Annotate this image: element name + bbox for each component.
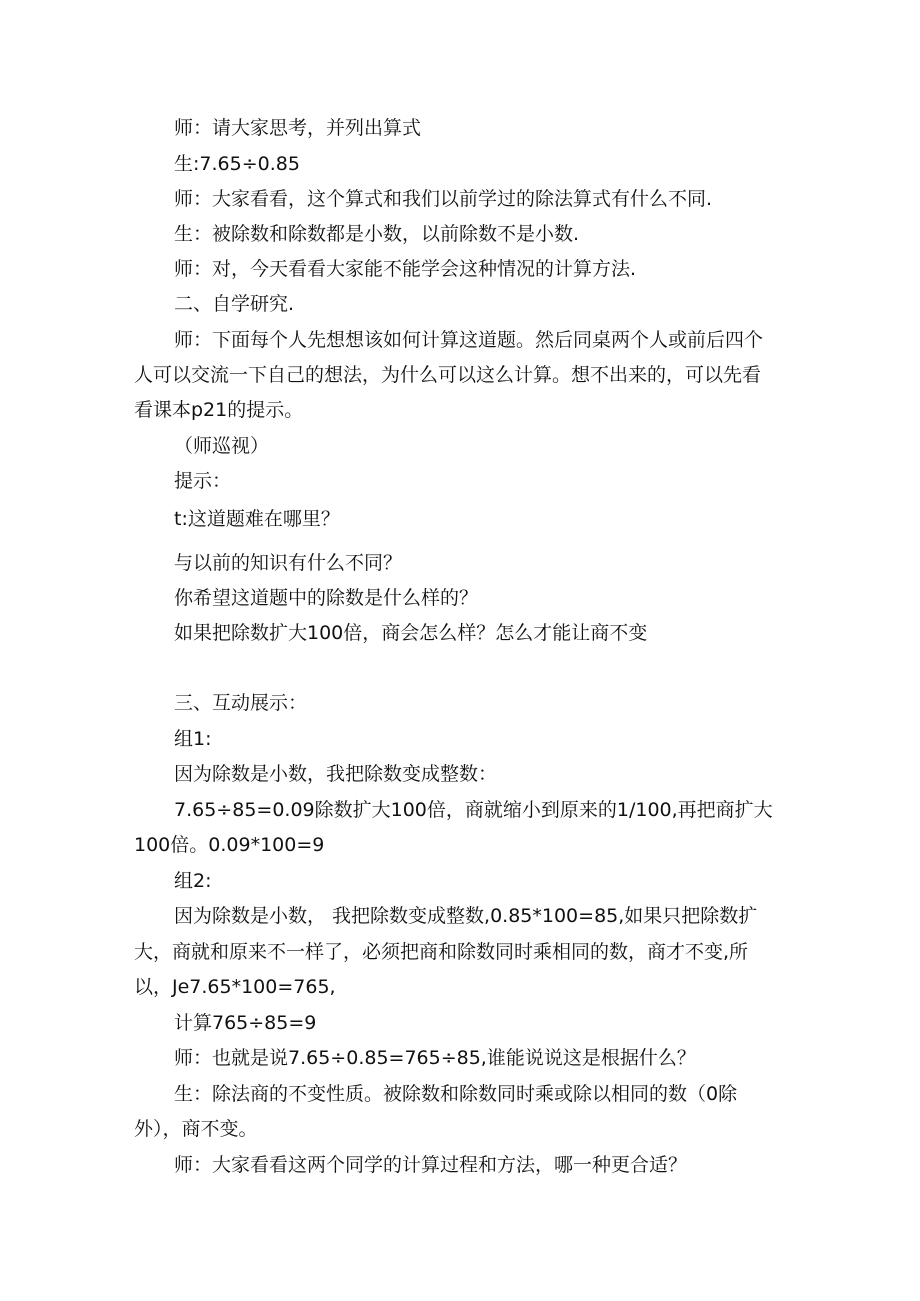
text-line: 外），商不变。 <box>134 1118 258 1140</box>
text-line: 生：被除数和除数都是小数，以前除数不是小数. <box>174 223 580 245</box>
text-line: 大，商就和原来不一样了，必须把商和除数同时乘相同的数，商才不变,所 <box>134 941 749 963</box>
text-line: 人可以交流一下自己的想法，为什么可以这么计算。想不出来的，可以先看 <box>134 364 762 386</box>
section-heading: 二、自学研究. <box>174 293 295 315</box>
text-line: 提示： <box>174 470 232 492</box>
text-line: 师：也就是说7.65÷0.85=765÷85,谁能说说这是根据什么？ <box>174 1047 696 1069</box>
text-line: 师：对，今天看看大家能不能学会这种情况的计算方法. <box>174 258 637 280</box>
text-line: 组1: <box>174 728 212 750</box>
text-line: 因为除数是小数，我把除数变成整数： <box>174 763 498 785</box>
text-line: 生:7.65÷0.85 <box>174 153 300 175</box>
section-heading: 三、互动展示： <box>174 692 308 714</box>
text-line: 以，Je7.65*100=765, <box>134 976 336 998</box>
text-line: 生：除法商的不变性质。被除数和除数同时乘或除以相同的数（0除 <box>174 1083 738 1105</box>
text-line: （师巡视） <box>174 435 270 457</box>
text-line: 师：大家看看，这个算式和我们以前学过的除法算式有什么不同. <box>174 188 713 210</box>
text-line: 你希望这道题中的除数是什么样的？ <box>174 587 479 609</box>
text-line: 7.65÷85=0.09除数扩大100倍，商就缩小到原来的1/100,再把商扩大 <box>174 799 773 821</box>
text-line: 100倍。0.09*100=9 <box>134 834 325 856</box>
text-line: t:这道题难在哪里？ <box>174 508 340 530</box>
text-line: 因为除数是小数， 我把除数变成整数,0.85*100=85,如果只把除数扩 <box>174 905 758 927</box>
text-line: 师：请大家思考，并列出算式 <box>174 117 422 139</box>
text-line: 与以前的知识有什么不同？ <box>174 552 403 574</box>
text-line: 计算765÷85=9 <box>174 1012 317 1034</box>
text-line: 组2: <box>174 870 212 892</box>
text-line: 看课本p21的提示。 <box>134 399 304 421</box>
text-line: 师：大家看看这两个同学的计算过程和方法，哪一种更合适？ <box>174 1154 688 1176</box>
text-line: 如果把除数扩大100倍，商会怎么样？怎么才能让商不变 <box>174 622 648 644</box>
text-line: 师：下面每个人先想想该如何计算这道题。然后同桌两个人或前后四个 <box>174 329 764 351</box>
